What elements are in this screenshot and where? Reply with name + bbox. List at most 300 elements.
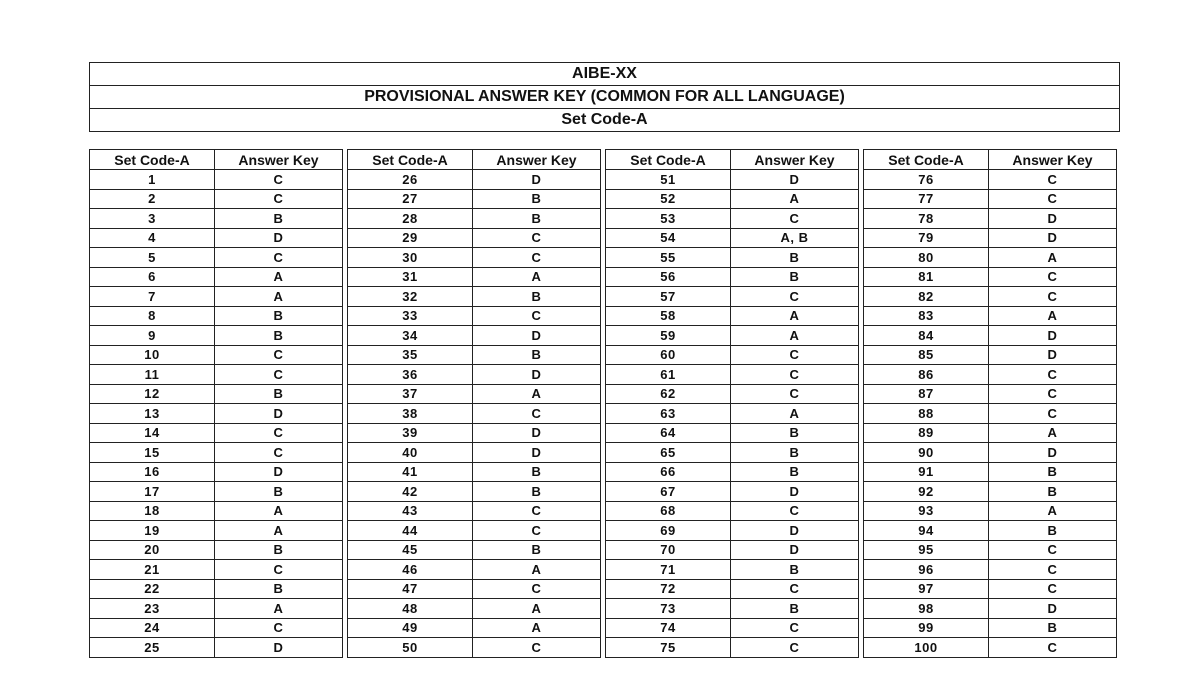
table-row <box>90 638 343 658</box>
table-header-row <box>864 150 1117 170</box>
question-number: 37 <box>348 384 473 404</box>
question-number: 13 <box>90 404 215 424</box>
question-number: 4 <box>90 228 215 248</box>
table-row <box>606 248 859 268</box>
question-number: 36 <box>348 365 473 385</box>
table-row <box>348 306 601 326</box>
question-number: 8 <box>90 306 215 326</box>
table-header-row <box>606 150 859 170</box>
answer-value: D <box>473 423 601 443</box>
answer-value: B <box>215 482 343 502</box>
answer-value: B <box>731 267 859 287</box>
table-row <box>864 384 1117 404</box>
answer-value: A <box>731 306 859 326</box>
question-number: 70 <box>606 540 731 560</box>
table-row <box>606 228 859 248</box>
column-header-set-code: Set Code-A <box>348 150 473 170</box>
answer-value: B <box>989 462 1117 482</box>
answer-value: B <box>215 306 343 326</box>
answer-value: C <box>989 384 1117 404</box>
answer-key-tables <box>89 149 1120 658</box>
answer-value: C <box>215 170 343 190</box>
table-row <box>348 365 601 385</box>
answer-value: B <box>731 560 859 580</box>
table-row <box>864 540 1117 560</box>
column-header-answer-key: Answer Key <box>989 150 1117 170</box>
table-row <box>606 501 859 521</box>
table-row <box>864 189 1117 209</box>
question-number: 43 <box>348 501 473 521</box>
table-row <box>348 618 601 638</box>
question-number: 41 <box>348 462 473 482</box>
table-row <box>606 560 859 580</box>
answer-value: A <box>473 384 601 404</box>
table-row <box>606 423 859 443</box>
answer-table-1 <box>89 149 343 658</box>
answer-value: C <box>473 579 601 599</box>
answer-table-3 <box>605 149 859 658</box>
question-number: 25 <box>90 638 215 658</box>
table-row <box>90 326 343 346</box>
question-number: 11 <box>90 365 215 385</box>
column-header-set-code: Set Code-A <box>90 150 215 170</box>
answer-value: C <box>989 540 1117 560</box>
table-row <box>864 365 1117 385</box>
question-number: 51 <box>606 170 731 190</box>
answer-key-subtitle: PROVISIONAL ANSWER KEY (COMMON FOR ALL LANGUAGE) <box>90 86 1119 109</box>
question-number: 34 <box>348 326 473 346</box>
table-row <box>864 599 1117 619</box>
table-row <box>864 638 1117 658</box>
column-header-set-code: Set Code-A <box>864 150 989 170</box>
question-number: 30 <box>348 248 473 268</box>
table-row <box>348 638 601 658</box>
table-row <box>348 443 601 463</box>
table-row <box>90 443 343 463</box>
question-number: 84 <box>864 326 989 346</box>
question-number: 74 <box>606 618 731 638</box>
question-number: 3 <box>90 209 215 229</box>
answer-value: C <box>473 501 601 521</box>
column-header-answer-key: Answer Key <box>731 150 859 170</box>
question-number: 86 <box>864 365 989 385</box>
answer-value: C <box>473 638 601 658</box>
table-row <box>606 189 859 209</box>
table-row <box>348 228 601 248</box>
table-row <box>348 170 601 190</box>
table-row <box>864 501 1117 521</box>
table-row <box>348 209 601 229</box>
answer-value: D <box>731 540 859 560</box>
table-row <box>606 365 859 385</box>
answer-value: A <box>473 599 601 619</box>
table-row <box>90 228 343 248</box>
question-number: 96 <box>864 560 989 580</box>
table-row <box>864 521 1117 541</box>
table-row <box>348 482 601 502</box>
table-row <box>864 579 1117 599</box>
question-number: 80 <box>864 248 989 268</box>
table-row <box>348 423 601 443</box>
question-number: 61 <box>606 365 731 385</box>
question-number: 6 <box>90 267 215 287</box>
question-number: 81 <box>864 267 989 287</box>
question-number: 35 <box>348 345 473 365</box>
question-number: 72 <box>606 579 731 599</box>
question-number: 53 <box>606 209 731 229</box>
answer-value: B <box>731 462 859 482</box>
table-row <box>606 267 859 287</box>
answer-value: C <box>989 287 1117 307</box>
table-row <box>90 267 343 287</box>
table-row <box>864 345 1117 365</box>
answer-value: D <box>473 170 601 190</box>
table-row <box>90 384 343 404</box>
question-number: 27 <box>348 189 473 209</box>
question-number: 82 <box>864 287 989 307</box>
question-number: 67 <box>606 482 731 502</box>
table-row <box>348 404 601 424</box>
table-row <box>90 248 343 268</box>
answer-value: C <box>989 404 1117 424</box>
table-row <box>606 618 859 638</box>
question-number: 58 <box>606 306 731 326</box>
answer-value: A <box>473 618 601 638</box>
answer-value: B <box>215 540 343 560</box>
table-row <box>90 618 343 638</box>
answer-value: B <box>473 287 601 307</box>
question-number: 87 <box>864 384 989 404</box>
answer-value: C <box>731 345 859 365</box>
answer-value: C <box>473 306 601 326</box>
question-number: 31 <box>348 267 473 287</box>
table-row <box>90 365 343 385</box>
question-number: 99 <box>864 618 989 638</box>
table-row <box>348 345 601 365</box>
answer-value: A <box>215 267 343 287</box>
question-number: 85 <box>864 345 989 365</box>
table-row <box>90 462 343 482</box>
exam-title: AIBE-XX <box>90 63 1119 86</box>
answer-value: A <box>215 287 343 307</box>
question-number: 77 <box>864 189 989 209</box>
table-row <box>348 384 601 404</box>
table-row <box>348 248 601 268</box>
question-number: 44 <box>348 521 473 541</box>
answer-value: B <box>731 599 859 619</box>
table-row <box>606 170 859 190</box>
answer-value: D <box>989 209 1117 229</box>
table-row <box>606 326 859 346</box>
question-number: 69 <box>606 521 731 541</box>
table-row <box>864 306 1117 326</box>
question-number: 57 <box>606 287 731 307</box>
question-number: 79 <box>864 228 989 248</box>
answer-value: B <box>215 209 343 229</box>
answer-value: C <box>473 404 601 424</box>
question-number: 9 <box>90 326 215 346</box>
answer-value: B <box>731 423 859 443</box>
question-number: 98 <box>864 599 989 619</box>
answer-value: D <box>215 462 343 482</box>
question-number: 63 <box>606 404 731 424</box>
answer-value: A <box>473 560 601 580</box>
answer-value: C <box>731 209 859 229</box>
table-row <box>606 579 859 599</box>
answer-value: C <box>989 638 1117 658</box>
column-header-set-code: Set Code-A <box>606 150 731 170</box>
question-number: 83 <box>864 306 989 326</box>
answer-value: C <box>215 560 343 580</box>
table-row <box>90 209 343 229</box>
table-row <box>606 404 859 424</box>
table-row <box>90 404 343 424</box>
question-number: 20 <box>90 540 215 560</box>
table-row <box>90 501 343 521</box>
question-number: 5 <box>90 248 215 268</box>
answer-value: D <box>473 443 601 463</box>
table-row <box>864 482 1117 502</box>
question-number: 94 <box>864 521 989 541</box>
question-number: 38 <box>348 404 473 424</box>
question-number: 24 <box>90 618 215 638</box>
table-row <box>90 189 343 209</box>
table-row <box>606 638 859 658</box>
answer-value: B <box>731 443 859 463</box>
answer-value: B <box>989 521 1117 541</box>
table-row <box>606 306 859 326</box>
answer-value: A <box>731 326 859 346</box>
table-row <box>864 228 1117 248</box>
answer-value: C <box>989 189 1117 209</box>
question-number: 78 <box>864 209 989 229</box>
table-row <box>864 287 1117 307</box>
answer-value: C <box>473 228 601 248</box>
answer-value: A <box>989 423 1117 443</box>
question-number: 19 <box>90 521 215 541</box>
question-number: 17 <box>90 482 215 502</box>
question-number: 92 <box>864 482 989 502</box>
table-row <box>348 462 601 482</box>
table-row <box>864 423 1117 443</box>
answer-value: B <box>215 384 343 404</box>
answer-value: A <box>215 599 343 619</box>
question-number: 15 <box>90 443 215 463</box>
question-number: 48 <box>348 599 473 619</box>
answer-value: B <box>473 482 601 502</box>
column-header-answer-key: Answer Key <box>215 150 343 170</box>
table-row <box>90 599 343 619</box>
table-row <box>90 170 343 190</box>
table-row <box>864 267 1117 287</box>
table-row <box>606 599 859 619</box>
answer-value: D <box>731 521 859 541</box>
answer-value: B <box>215 579 343 599</box>
table-row <box>864 560 1117 580</box>
table-row <box>606 540 859 560</box>
question-number: 22 <box>90 579 215 599</box>
answer-value: D <box>473 326 601 346</box>
question-number: 26 <box>348 170 473 190</box>
set-code-heading: Set Code-A <box>561 111 648 128</box>
answer-value: C <box>473 248 601 268</box>
answer-value: D <box>215 404 343 424</box>
answer-value: B <box>473 540 601 560</box>
question-number: 50 <box>348 638 473 658</box>
table-row <box>90 306 343 326</box>
table-row <box>606 521 859 541</box>
answer-value: D <box>989 326 1117 346</box>
table-row <box>606 443 859 463</box>
answer-value: C <box>731 501 859 521</box>
question-number: 95 <box>864 540 989 560</box>
table-row <box>606 462 859 482</box>
answer-value: A <box>473 267 601 287</box>
answer-value: C <box>215 618 343 638</box>
table-row <box>864 462 1117 482</box>
answer-value: A <box>731 404 859 424</box>
answer-value: C <box>215 423 343 443</box>
table-row <box>864 248 1117 268</box>
question-number: 10 <box>90 345 215 365</box>
answer-value: C <box>215 248 343 268</box>
table-row <box>348 540 601 560</box>
table-row <box>90 560 343 580</box>
answer-value: C <box>731 384 859 404</box>
table-row <box>864 404 1117 424</box>
answer-value: B <box>473 209 601 229</box>
table-row <box>348 267 601 287</box>
answer-value: A <box>731 189 859 209</box>
answer-value: C <box>215 365 343 385</box>
question-number: 32 <box>348 287 473 307</box>
question-number: 23 <box>90 599 215 619</box>
answer-value: C <box>731 287 859 307</box>
question-number: 14 <box>90 423 215 443</box>
answer-value: A <box>989 248 1117 268</box>
table-row <box>606 345 859 365</box>
table-row <box>606 209 859 229</box>
table-row <box>348 521 601 541</box>
answer-value: A <box>215 501 343 521</box>
question-number: 1 <box>90 170 215 190</box>
table-row <box>348 560 601 580</box>
question-number: 46 <box>348 560 473 580</box>
answer-value: B <box>731 248 859 268</box>
answer-value: C <box>473 521 601 541</box>
question-number: 21 <box>90 560 215 580</box>
question-number: 90 <box>864 443 989 463</box>
answer-value: A <box>989 306 1117 326</box>
answer-value: B <box>215 326 343 346</box>
question-number: 71 <box>606 560 731 580</box>
answer-value: D <box>731 170 859 190</box>
table-row <box>606 482 859 502</box>
table-row <box>90 579 343 599</box>
document-header <box>89 62 1120 132</box>
question-number: 89 <box>864 423 989 443</box>
table-row <box>90 287 343 307</box>
table-row <box>606 287 859 307</box>
table-row <box>348 189 601 209</box>
question-number: 42 <box>348 482 473 502</box>
answer-value: D <box>215 228 343 248</box>
question-number: 12 <box>90 384 215 404</box>
table-row <box>864 618 1117 638</box>
question-number: 62 <box>606 384 731 404</box>
answer-value: C <box>731 365 859 385</box>
answer-value: C <box>989 365 1117 385</box>
question-number: 100 <box>864 638 989 658</box>
question-number: 29 <box>348 228 473 248</box>
table-row <box>90 482 343 502</box>
answer-value: C <box>989 560 1117 580</box>
question-number: 49 <box>348 618 473 638</box>
answer-value: A <box>989 501 1117 521</box>
answer-value: C <box>731 618 859 638</box>
question-number: 28 <box>348 209 473 229</box>
table-row <box>348 287 601 307</box>
answer-value: B <box>473 189 601 209</box>
question-number: 7 <box>90 287 215 307</box>
answer-value: D <box>989 599 1117 619</box>
answer-value: C <box>989 579 1117 599</box>
question-number: 60 <box>606 345 731 365</box>
question-number: 39 <box>348 423 473 443</box>
answer-value: C <box>215 443 343 463</box>
question-number: 55 <box>606 248 731 268</box>
question-number: 56 <box>606 267 731 287</box>
table-row <box>348 579 601 599</box>
answer-value: A, B <box>731 228 859 248</box>
answer-value: C <box>989 170 1117 190</box>
table-row <box>348 326 601 346</box>
question-number: 91 <box>864 462 989 482</box>
answer-value: D <box>473 365 601 385</box>
question-number: 33 <box>348 306 473 326</box>
table-row <box>864 170 1117 190</box>
question-number: 76 <box>864 170 989 190</box>
answer-value: D <box>989 228 1117 248</box>
question-number: 88 <box>864 404 989 424</box>
question-number: 16 <box>90 462 215 482</box>
question-number: 59 <box>606 326 731 346</box>
table-row <box>90 521 343 541</box>
answer-value: B <box>989 482 1117 502</box>
table-row <box>864 443 1117 463</box>
answer-value: C <box>215 189 343 209</box>
table-row <box>606 384 859 404</box>
question-number: 45 <box>348 540 473 560</box>
answer-value: D <box>215 638 343 658</box>
table-row <box>348 599 601 619</box>
answer-table-2 <box>347 149 601 658</box>
question-number: 65 <box>606 443 731 463</box>
answer-value: B <box>989 618 1117 638</box>
question-number: 97 <box>864 579 989 599</box>
answer-value: C <box>731 638 859 658</box>
question-number: 54 <box>606 228 731 248</box>
table-header-row <box>90 150 343 170</box>
question-number: 52 <box>606 189 731 209</box>
table-header-row <box>348 150 601 170</box>
answer-value: B <box>473 462 601 482</box>
table-row <box>348 501 601 521</box>
answer-value: C <box>215 345 343 365</box>
question-number: 66 <box>606 462 731 482</box>
question-number: 68 <box>606 501 731 521</box>
question-number: 2 <box>90 189 215 209</box>
